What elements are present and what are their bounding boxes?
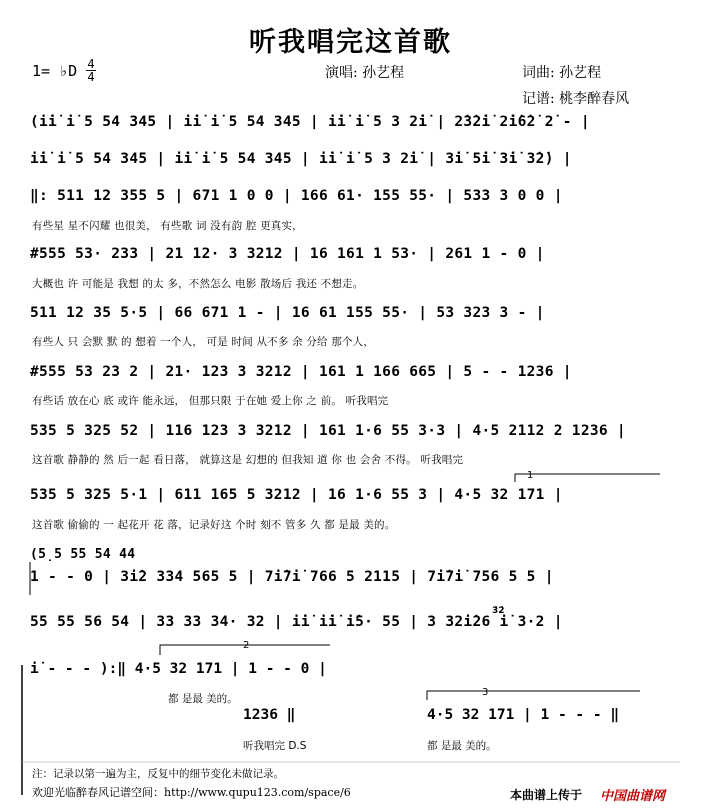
score-row-upper-voice: (5̣5 55 54 44 bbox=[30, 547, 136, 562]
site-logo[interactable]: 中国曲谱网 bbox=[600, 789, 666, 804]
score-row-2: i̇i̇ i̇ 5 54 345 | i̇i̇ i̇ 5 54 345 | i̇i̇ i̇ 5 3 2̇i̇ | 3̇i̇ 5̇i̇ 3̇i̇ 3̇2̇) | bbox=[30, 151, 572, 167]
score-row-8: 535 5 325 5·1 | 611 165 5 3212 | 16 1·6 55 3 | 4·5 32 171 | bbox=[30, 487, 563, 503]
key-signature: 1= ♭D bbox=[32, 62, 78, 80]
volta-number-1: 1 bbox=[527, 470, 534, 481]
lyric-row-1: 有些星 星不闪耀 也很美， 有些歌 词 没有韵 腔 更真实， bbox=[32, 220, 303, 232]
ending-1-lyric: 都 是最 美的。 bbox=[168, 693, 238, 705]
footer-note: 注：记录以第一遍为主，反复中的细节变化未做记录。 bbox=[32, 768, 284, 780]
score-row-1: (i̇i̇ i̇ 5 54 345 | i̇i̇ i̇ 5 54 345 | i̇i̇ i̇ 5 3 2̇i̇ | 2̇3̇2̇i̇ 2̇i̇6̇2̇ 2̇ - | bbox=[30, 114, 590, 130]
score-row-10: 55 55 56 54 | 33 33 34· 32 | i̇i̇ i̇i̇ i̇5· 55 | 3 32i̇26 i̇ 3·2 | bbox=[30, 614, 563, 630]
score-row-9: 1 - - 0 | 3i̇2 334 565 5 | 7i̇7i̇ 766 5 2115 | 7i̇7i̇ 756 5 5 | bbox=[30, 569, 554, 585]
score-row-5: 511 12 35 5·5 | 66 671 1 - | 16 61 155 55· | 53 323 3 - | bbox=[30, 305, 545, 321]
volta-bracket-2 bbox=[160, 645, 330, 655]
lyric-row-5: 这首歌 静静的 然 后一起 看日落， 就算这是 幻想的 但我知 道 你 也 会舍 不得。 听我唱完 bbox=[32, 454, 464, 466]
lyric-row-6: 这首歌 偷偷的 一 起花开 花 落，记录好这 个时 刻不 管多 久 都 是最 美的。 bbox=[32, 519, 396, 531]
score-row-4: #555 53· 233 | 21 12· 3 3212 | 16 161 1 53· | 261 1 - 0 | bbox=[30, 246, 545, 262]
composer-credit: 词曲: 孙艺程 bbox=[522, 65, 602, 81]
final-music: 4·5 32 171 | 1 - - - ‖ bbox=[427, 707, 620, 723]
score-row-3: ‖: 511 12 355 5 | 671 1 0 0 | 166 61· 155 55· | 533 3 0 0 | bbox=[30, 188, 563, 204]
grace-note: 3̇2̇ bbox=[492, 606, 505, 616]
footer-welcome: 欢迎光临醉春风记谱空间：http://www.qupu123.com/space/6 bbox=[32, 786, 351, 799]
lyric-row-2: 大概也 许 可能是 我想 的太 多，不然怎么 电影 散场后 我还 不想走。 bbox=[32, 278, 364, 290]
singer-credit: 演唱: 孙艺程 bbox=[325, 65, 405, 81]
transcriber-credit: 记谱: 桃李醉春风 bbox=[522, 91, 630, 107]
ds-music: 1236 ‖ bbox=[243, 707, 296, 723]
final-lyric: 都 是最 美的。 bbox=[427, 740, 497, 752]
lyric-row-4: 有些话 放在心 底 或许 能永远， 但那只限 于在她 爱上你 之 前。 听我唱完 bbox=[32, 395, 389, 407]
ending-1-music: i̇ - - - ):‖ 4·5 32 171 | 1 - - 0 | bbox=[30, 661, 327, 677]
lyric-row-3: 有些人 只 会默 默 的 想着 一个人， 可是 时间 从不多 余 分给 那个人， bbox=[32, 336, 375, 348]
volta-number-2: 2 bbox=[243, 640, 250, 651]
score-row-6: #555 53 23 2 | 21· 123 3 3212 | 161 1 166 665 | 5 - - 1236 | bbox=[30, 364, 572, 380]
upload-label: 本曲谱上传于 bbox=[510, 788, 583, 802]
volta-bracket-3 bbox=[427, 691, 640, 700]
ds-lyric: 听我唱完 D.S bbox=[243, 740, 307, 752]
page-title: 听我唱完这首歌 bbox=[249, 27, 452, 58]
time-signature: 4 4 bbox=[87, 57, 95, 84]
volta-number-3: 3 bbox=[482, 687, 489, 698]
volta-bracket-1 bbox=[515, 474, 660, 482]
score-row-7: 535 5 325 52 | 116 123 3 3212 | 161 1·6 55 3·3 | 4·5 2112 2 1236 | bbox=[30, 423, 626, 439]
